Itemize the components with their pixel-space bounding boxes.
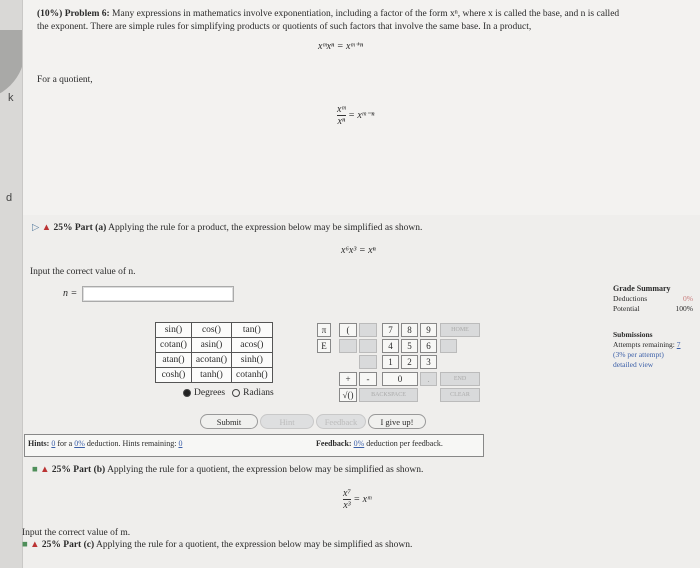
calc-divide-key[interactable] <box>359 355 377 369</box>
calc-cosh[interactable]: cosh() <box>156 368 192 383</box>
calc-clear-key[interactable]: CLEAR <box>440 388 480 402</box>
hint-button[interactable]: Hint <box>260 414 314 429</box>
hints-pct2: 0% <box>74 439 85 448</box>
degrees-radio[interactable] <box>183 389 191 397</box>
calc-power-key[interactable] <box>359 339 377 353</box>
part-b-rhs: = xᵐ <box>353 493 372 505</box>
part-c-title: 25% Part (c) <box>41 540 95 550</box>
part-b-title: 25% Part (b) <box>51 465 106 475</box>
hints-text <box>28 438 182 450</box>
give-up-button[interactable]: I give up! <box>368 414 426 429</box>
potential-value: 100% <box>675 304 693 313</box>
calc-tanh[interactable]: tanh() <box>191 368 231 383</box>
completed-arrow-icon: ■ <box>22 540 28 550</box>
product-rule-equation: xᵐxⁿ = xᵐ⁺ⁿ <box>318 41 363 52</box>
part-c-header[interactable] <box>22 540 412 550</box>
quotient-fraction <box>337 104 346 127</box>
warning-icon: ▲ <box>41 223 52 233</box>
hints-mid: for a <box>57 439 73 448</box>
problem-header: (10%) Problem 6: <box>37 9 110 19</box>
calc-close-paren-key[interactable] <box>359 323 377 337</box>
warning-icon: ▲ <box>40 465 50 475</box>
per-attempt: (3% per attempt) <box>613 350 664 359</box>
problem-line-2: the exponent. There are simple rules for simplifying products or quotients of such factors that involve the same base. In a product, <box>37 22 532 32</box>
calc-key-7[interactable]: 7 <box>382 323 399 337</box>
calc-plus-key[interactable]: + <box>339 372 357 386</box>
calc-sin[interactable]: sin() <box>156 323 192 338</box>
calc-e-key[interactable]: E <box>317 339 331 353</box>
grade-summary-title: Grade Summary <box>613 284 671 293</box>
part-b-header[interactable] <box>32 465 423 475</box>
part-a-text: Applying the rule for a product, the expression below may be simplified as shown. <box>108 223 423 233</box>
deductions-value: 0% <box>683 294 693 303</box>
quotient-numerator: xᵐ <box>337 104 346 115</box>
calc-blank-key[interactable] <box>339 339 357 353</box>
completed-arrow-icon: ■ <box>32 465 38 475</box>
radians-radio[interactable] <box>232 389 240 397</box>
calc-open-paren-key[interactable]: ( <box>339 323 357 337</box>
part-b-numerator: x⁷ <box>343 488 351 499</box>
edge-letter-k: k <box>8 92 14 104</box>
calc-pi-key[interactable]: π <box>317 323 331 337</box>
calc-end-key[interactable]: END <box>440 372 480 386</box>
hints-tail: deduction. Hints remaining: <box>86 439 177 448</box>
warning-icon: ▲ <box>30 540 40 550</box>
calc-backspace-key[interactable]: BACKSPACE <box>359 388 418 402</box>
calc-key-2[interactable]: 2 <box>401 355 418 369</box>
part-a-input-label: n = <box>63 288 78 299</box>
calc-home-key[interactable]: HOME <box>440 323 480 337</box>
answer-input-n[interactable] <box>82 286 234 302</box>
quotient-rhs: = xᵐ⁻ⁿ <box>348 109 375 121</box>
detailed-view-link[interactable]: detailed view <box>613 360 654 369</box>
attempts-label: Attempts remaining: <box>613 340 675 349</box>
hints-remaining: 0 <box>178 439 183 448</box>
deductions-label: Deductions <box>613 294 648 303</box>
submit-button[interactable]: Submit <box>200 414 258 429</box>
calculator-functions <box>155 322 273 383</box>
feedback-pct: 0% <box>353 439 365 448</box>
part-a-title: 25% Part (a) <box>53 223 107 233</box>
calc-sqrt-key[interactable]: √() <box>339 388 357 402</box>
part-c-text: Applying the rule for a quotient, the expression below may be simplified as shown. <box>96 540 413 550</box>
part-a-header[interactable] <box>32 222 422 233</box>
quotient-intro: For a quotient, <box>37 75 93 85</box>
quotient-denominator: xⁿ <box>337 116 346 127</box>
angle-mode <box>183 387 274 399</box>
part-b-expression <box>343 488 371 511</box>
feedback-tail: deduction per feedback. <box>366 439 443 448</box>
calc-key-0[interactable]: 0 <box>382 372 418 386</box>
calc-key-8[interactable]: 8 <box>401 323 418 337</box>
calc-acotan[interactable]: acotan() <box>191 353 231 368</box>
expand-arrow-icon[interactable]: ▷ <box>32 223 40 233</box>
calc-atan[interactable]: atan() <box>156 353 192 368</box>
calc-key-9[interactable]: 9 <box>420 323 437 337</box>
part-b-text: Applying the rule for a quotient, the expression below may be simplified as shown. <box>107 465 424 475</box>
calc-cotanh[interactable]: cotanh() <box>232 368 273 383</box>
calc-sinh[interactable]: sinh() <box>232 353 273 368</box>
calc-key-4[interactable]: 4 <box>382 339 399 353</box>
hints-label: Hints: <box>28 439 50 448</box>
calc-minus-key[interactable]: - <box>359 372 377 386</box>
feedback-button[interactable]: Feedback <box>316 414 366 429</box>
part-a-prompt: Input the correct value of n. <box>30 267 136 277</box>
problem-intro <box>37 8 619 20</box>
calc-key-6[interactable]: 6 <box>420 339 437 353</box>
radians-label: Radians <box>243 388 274 398</box>
calc-dot-key[interactable]: . <box>420 372 437 386</box>
part-b-denominator: x³ <box>343 500 351 511</box>
potential-label: Potential <box>613 304 640 313</box>
submissions-label: Submissions <box>613 330 653 339</box>
degrees-label: Degrees <box>194 388 226 398</box>
calc-left-arrow-key[interactable] <box>440 339 457 353</box>
calc-asin[interactable]: asin() <box>191 338 231 353</box>
hints-pct: 0 <box>51 439 56 448</box>
calc-acos[interactable]: acos() <box>232 338 273 353</box>
grade-summary <box>613 284 693 370</box>
feedback-text <box>316 438 443 450</box>
calc-key-5[interactable]: 5 <box>401 339 418 353</box>
calc-cos[interactable]: cos() <box>191 323 231 338</box>
quotient-rule-equation <box>337 104 374 127</box>
problem-line-1: Many expressions in mathematics involve exponentiation, including a factor of the form xⁿ, where x is called the base, and n is called <box>112 9 620 19</box>
part-a-expression: x⁶x³ = xⁿ <box>341 245 376 256</box>
calc-key-3[interactable]: 3 <box>420 355 437 369</box>
feedback-label: Feedback: <box>316 439 352 448</box>
calc-cotan[interactable]: cotan() <box>156 338 192 353</box>
attempts-value: 7 <box>676 340 681 349</box>
part-b-prompt: Input the correct value of m. <box>22 528 131 538</box>
calc-key-1[interactable]: 1 <box>382 355 399 369</box>
edge-letter-d: d <box>6 192 13 204</box>
part-b-fraction <box>343 488 351 511</box>
calc-tan[interactable]: tan() <box>232 323 273 338</box>
